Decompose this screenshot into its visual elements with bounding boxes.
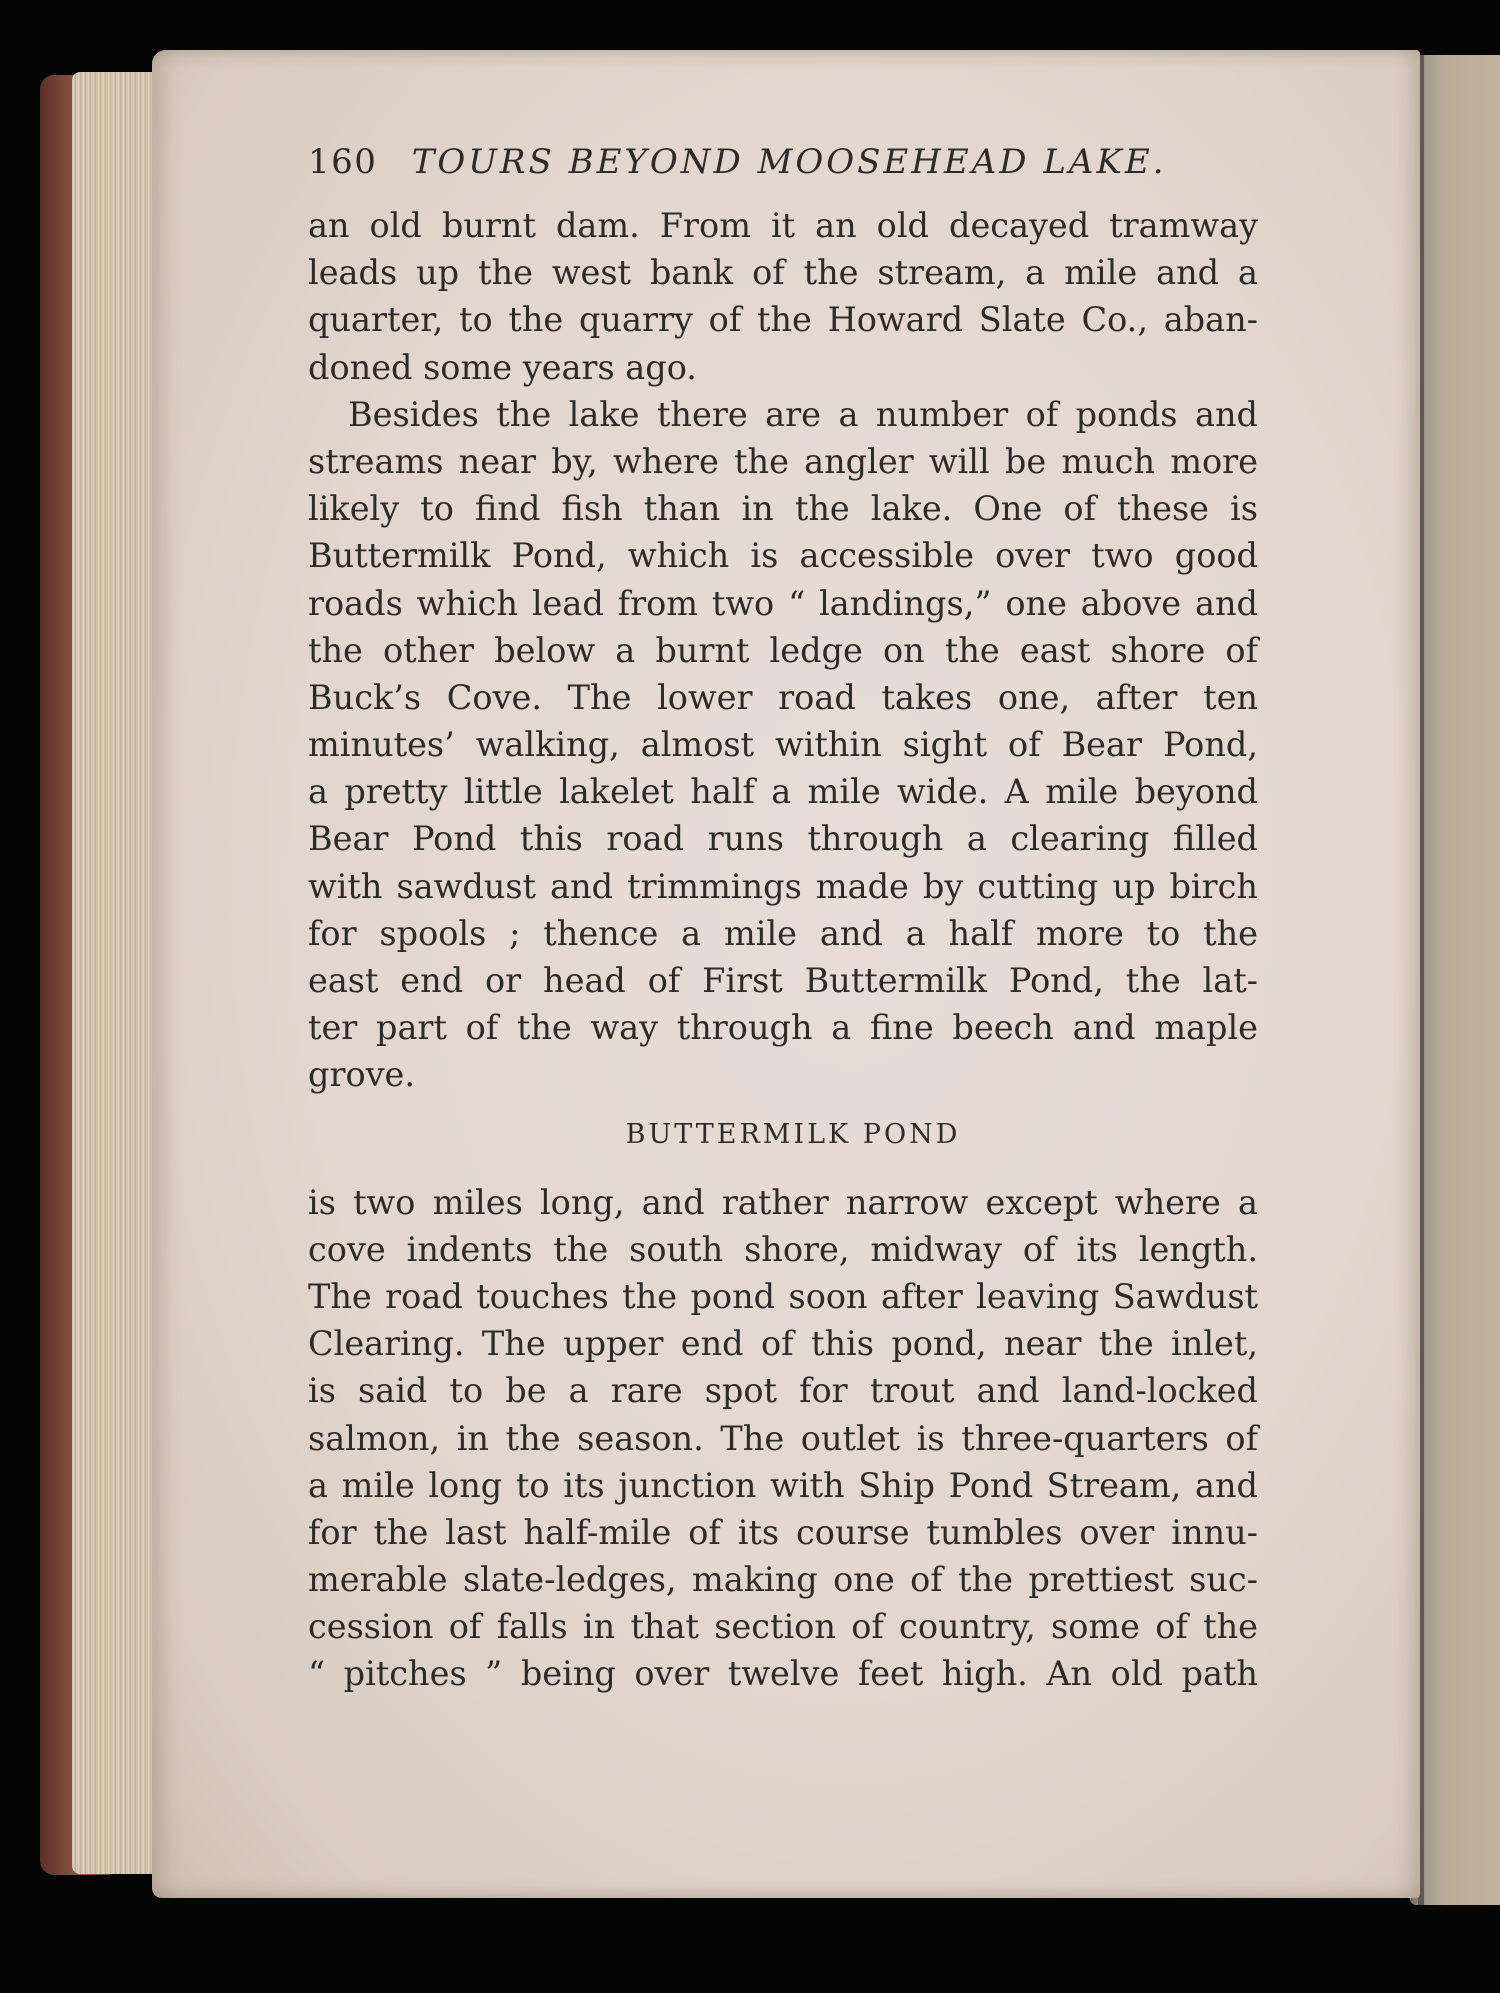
- text-line: Buck’s Cove. The lower road takes one, after ten: [308, 677, 1258, 717]
- text-line: doned some years ago.: [308, 347, 697, 387]
- text-line: for the last half-mile of its course tumbles over innu-: [308, 1512, 1258, 1552]
- page-text: [308, 140, 1258, 1698]
- running-title: TOURS BEYOND MOOSEHEAD LAKE.: [411, 142, 1167, 182]
- text-line: “ pitches ” being over twelve feet high. An old path: [308, 1654, 1258, 1694]
- page-number: 160: [308, 142, 378, 182]
- paragraph-1: [308, 202, 1258, 391]
- text-line: merable slate-ledges, making one of the prettiest suc-: [308, 1560, 1258, 1600]
- text-line: a pretty little lakelet half a mile wide. A mile beyond: [308, 772, 1258, 812]
- text-line: ter part of the way through a fine beech and maple: [308, 1008, 1258, 1048]
- page-edges: [72, 72, 162, 1874]
- text-line: an old burnt dam. From it an old decayed tramway: [308, 206, 1258, 245]
- text-line: a mile long to its junction with Ship Pond Stream, and: [308, 1465, 1258, 1505]
- text-line: Buttermilk Pond, which is accessible over two good: [308, 536, 1258, 576]
- text-line: The road touches the pond soon after leaving Sawdust: [308, 1276, 1258, 1316]
- text-line: the other below a burnt ledge on the east shore of: [308, 630, 1258, 670]
- section-heading: BUTTERMILK POND: [625, 1118, 961, 1150]
- text-line: roads which lead from two “ landings,” one above and: [308, 583, 1258, 623]
- text-line: Clearing. The upper end of this pond, near the inlet,: [308, 1324, 1258, 1364]
- text-line: streams near by, where the angler will be much more: [308, 441, 1258, 481]
- running-head: [308, 140, 1258, 202]
- text-line: minutes’ walking, almost within sight of Bear Pond,: [308, 725, 1258, 765]
- text-line: cession of falls in that section of country, some of the: [308, 1607, 1258, 1647]
- text-line: cove indents the south shore, midway of its length.: [308, 1229, 1258, 1269]
- paragraph-3: [308, 1179, 1258, 1698]
- text-line: for spools ; thence a mile and a half more to the: [308, 913, 1258, 953]
- facing-page-edge: [1410, 55, 1500, 1905]
- text-line: east end or head of First Buttermilk Pond, the lat-: [308, 961, 1258, 1000]
- text-line: Besides the lake there are a number of ponds and: [348, 394, 1258, 434]
- text-line: Bear Pond this road runs through a clearing filled: [308, 819, 1258, 859]
- text-line: grove.: [308, 1055, 416, 1095]
- text-line: quarter, to the quarry of the Howard Slate Co., aban-: [308, 300, 1258, 340]
- text-line: likely to find fish than in the lake. One of these is: [308, 489, 1258, 529]
- text-line: salmon, in the season. The outlet is three-quarters of: [308, 1418, 1258, 1458]
- paragraph-2: [308, 391, 1258, 1099]
- text-line: with sawdust and trimmings made by cutting up birch: [308, 866, 1258, 906]
- text-line: is said to be a rare spot for trout and land-locked: [308, 1371, 1258, 1411]
- text-line: leads up the west bank of the stream, a mile and a: [308, 253, 1258, 293]
- text-line: is two miles long, and rather narrow except where a: [308, 1182, 1258, 1222]
